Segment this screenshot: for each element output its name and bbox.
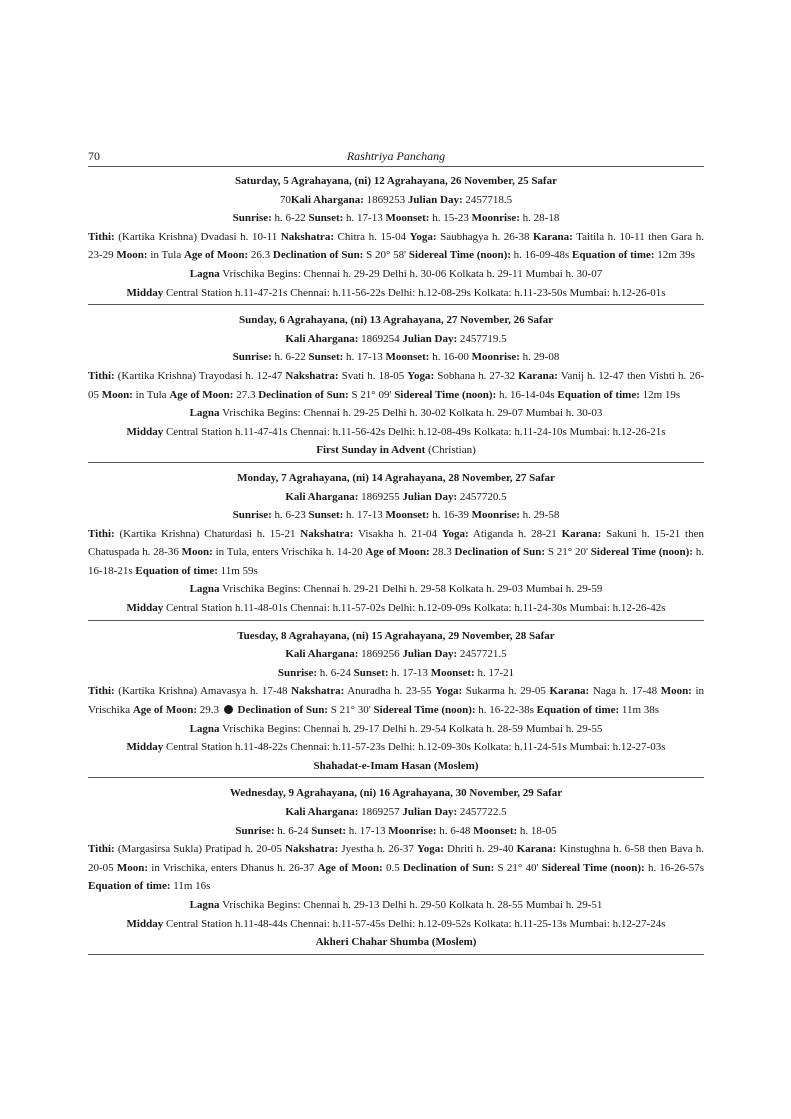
- karana-value: Taitila h. 10-11 then Gara h. 23-29: [88, 230, 704, 262]
- moon-event-1-label: Moonset:: [385, 212, 430, 225]
- lagna-label: Lagna: [189, 583, 220, 596]
- lagna-line: [88, 404, 704, 423]
- karana-value: Sakuni h. 15-21 then Chatuspada h. 28-36: [88, 527, 704, 559]
- sunset-value: h. 17-13: [346, 824, 389, 837]
- age-of-moon-label: Age of Moon:: [183, 249, 249, 262]
- sunset-label: Sunset:: [308, 509, 344, 522]
- midday-value: Central Station h.11-48-44s Chennai: h.11-57-45s Delhi: h.12-09-52s Kolkata: h.11-25-13s Mumbai: h.12-27-24s: [163, 917, 666, 930]
- sunset-value: h. 17-13: [343, 212, 386, 225]
- yoga-value: Atiganda h. 28-21: [468, 527, 562, 540]
- julian-label: Julian Day:: [407, 193, 463, 206]
- moon-event-2-label: Moonrise:: [471, 212, 520, 225]
- age-of-moon-label: Age of Moon:: [132, 704, 198, 717]
- kali-prefix: 70: [279, 193, 291, 206]
- karana-label: Karana:: [516, 843, 557, 856]
- nakshatra-label: Nakshatra:: [280, 230, 334, 243]
- declination-value: S 21° 20': [545, 546, 591, 559]
- equation-of-time-label: Equation of time:: [135, 564, 218, 577]
- sunset-label: Sunset:: [311, 824, 347, 837]
- tithi-value: (Kartika Krishna) Dvadasi h. 10-11: [114, 230, 281, 243]
- julian-value: 2457719.5: [457, 332, 507, 345]
- tithi-value: (Kartika Krishna) Chaturdasi h. 15-21: [114, 527, 301, 540]
- sunrise-value: h. 6-24: [317, 666, 354, 679]
- nakshatra-label: Nakshatra:: [285, 843, 339, 856]
- sun-moon-line: [88, 506, 704, 525]
- tithi-label: Tithi:: [88, 369, 115, 382]
- kali-value: 1869255: [358, 490, 403, 503]
- karana-value: Vanij h. 12-47 then Vishti h. 26-05: [88, 369, 704, 401]
- sidereal-value: h. 16-09-48s: [510, 249, 573, 262]
- equation-of-time-label: Equation of time:: [88, 880, 171, 893]
- midday-line: [88, 423, 704, 442]
- sunrise-label: Sunrise:: [232, 351, 272, 364]
- day-title: Sunday, 6 Agrahayana, (ni) 13 Agrahayana, 27 November, 26 Safar: [238, 314, 554, 327]
- tithi-value: (Margasirsa Sukla) Pratipad h. 20-05: [114, 843, 286, 856]
- day-entry-monday: [88, 469, 704, 621]
- sidereal-value: h. 16-22-38s: [475, 704, 537, 717]
- ahargana-line: [88, 645, 704, 664]
- lagna-label: Lagna: [189, 898, 220, 911]
- day-title: Monday, 7 Agrahayana, (ni) 14 Agrahayana, 28 November, 27 Safar: [237, 471, 555, 484]
- sunset-value: h. 17-13: [388, 666, 431, 679]
- tithi-paragraph: [88, 840, 704, 896]
- equation-of-time-label: Equation of time:: [536, 704, 620, 717]
- karana-label: Karana:: [561, 527, 602, 540]
- kali-label: Kali Ahargana:: [285, 332, 359, 345]
- moon-event-2-value: h. 29-08: [519, 351, 560, 364]
- sidereal-value: h. 16-26-57s: [644, 861, 705, 874]
- lagna-value: Vrischika Begins: Chennai h. 29-13 Delhi h. 29-50 Kolkata h. 28-55 Mumbai h. 29-51: [219, 898, 603, 911]
- tithi-paragraph: [88, 525, 704, 581]
- ahargana-line: [88, 191, 704, 210]
- age-of-moon-value: 27.3: [233, 388, 259, 401]
- julian-label: Julian Day:: [402, 490, 458, 503]
- lagna-value: Vrischika Begins: Chennai h. 29-25 Delhi h. 30-02 Kolkata h. 29-07 Mumbai h. 30-03: [219, 407, 603, 420]
- declination-label: Declination of Sun:: [402, 861, 495, 874]
- declination-label: Declination of Sun:: [272, 249, 364, 262]
- moon-value: in Tula, enters Vrischika h. 14-20: [212, 546, 366, 559]
- kali-label: Kali Ahargana:: [290, 193, 364, 206]
- day-entry-wednesday: [88, 784, 704, 954]
- age-of-moon-label: Age of Moon:: [365, 546, 430, 559]
- day-entry-saturday: [88, 172, 704, 305]
- lagna-line: [88, 720, 704, 739]
- tithi-paragraph: [88, 682, 704, 719]
- yoga-label: Yoga:: [417, 843, 444, 856]
- festival-community: Moslem): [435, 936, 477, 949]
- festival-line: [88, 933, 704, 952]
- moon-label: Moon:: [660, 685, 692, 698]
- julian-value: 2457720.5: [457, 490, 507, 503]
- tithi-label: Tithi:: [88, 843, 115, 856]
- moon-value: in Tula: [132, 388, 170, 401]
- lagna-label: Lagna: [189, 267, 220, 280]
- nakshatra-value: Svati h. 18-05: [338, 369, 408, 382]
- new-moon-icon: [224, 705, 233, 714]
- lagna-value: Vrischika Begins: Chennai h. 29-17 Delhi h. 29-54 Kolkata h. 28-59 Mumbai h. 29-55: [219, 722, 603, 735]
- yoga-label: Yoga:: [441, 527, 469, 540]
- moon-event-1-value: h. 15-23: [429, 212, 472, 225]
- midday-line: [88, 599, 704, 618]
- moon-label: Moon:: [181, 546, 213, 559]
- midday-label: Midday: [126, 286, 164, 299]
- declination-value: S 21° 40': [494, 861, 542, 874]
- sidereal-label: Sidereal Time (noon):: [394, 388, 497, 401]
- karana-value: Naga h. 17-48: [589, 685, 661, 698]
- festival-community: (Christian): [425, 444, 476, 457]
- nakshatra-value: Chitra h. 15-04: [333, 230, 410, 243]
- julian-value: 2457721.5: [457, 648, 507, 661]
- midday-line: [88, 284, 704, 303]
- moon-event-2-label: Moonset:: [473, 824, 518, 837]
- sun-moon-line: [88, 822, 704, 841]
- nakshatra-label: Nakshatra:: [285, 369, 339, 382]
- moon-event-1-label: Moonrise:: [388, 824, 437, 837]
- lagna-value: Vrischika Begins: Chennai h. 29-29 Delhi h. 30-06 Kolkata h. 29-11 Mumbai h. 30-07: [219, 267, 603, 280]
- festival-name: Akheri Chahar Shumba (: [315, 936, 436, 949]
- moon-event-1-value: h. 17-21: [474, 666, 515, 679]
- sidereal-label: Sidereal Time (noon):: [541, 861, 645, 874]
- age-of-moon-label: Age of Moon:: [169, 388, 234, 401]
- tithi-paragraph: [88, 367, 704, 404]
- kali-value: 1869257: [358, 806, 403, 818]
- declination-label: Declination of Sun:: [237, 704, 328, 717]
- yoga-value: Dhriti h. 29-40: [443, 843, 517, 856]
- midday-line: [88, 738, 704, 757]
- yoga-label: Yoga:: [407, 369, 435, 382]
- midday-label: Midday: [126, 741, 164, 754]
- moon-label: Moon:: [116, 861, 149, 874]
- declination-label: Declination of Sun:: [258, 388, 349, 401]
- julian-label: Julian Day:: [402, 332, 458, 345]
- yoga-value: Sobhana h. 27-32: [434, 369, 519, 382]
- midday-label: Midday: [126, 425, 164, 438]
- karana-value: Kinstughna h. 6-58 then Bava h. 20-05: [88, 843, 704, 874]
- midday-label: Midday: [126, 602, 164, 615]
- moon-event-2-value: h. 28-18: [519, 212, 560, 225]
- age-of-moon-value: 0.5: [382, 861, 403, 874]
- midday-value: Central Station h.11-48-22s Chennai: h.11-57-23s Delhi: h.12-09-30s Kolkata: h.11-24-51s Mumbai: h.12-27-03s: [163, 741, 666, 754]
- equation-of-time-value: 11m 16s: [170, 880, 211, 893]
- midday-value: Central Station h.11-47-41s Chennai: h.11-56-42s Delhi: h.12-08-49s Kolkata: h.11-24-10s Mumbai: h.12-26-21s: [163, 425, 666, 438]
- moon-value: in Vrischika, enters Dhanus h. 26-37: [148, 861, 318, 874]
- kali-label: Kali Ahargana:: [285, 490, 359, 503]
- age-of-moon-value: 29.3: [197, 704, 222, 717]
- moon-value: in Vrischika: [88, 685, 704, 717]
- moon-event-1-value: h. 6-48: [436, 824, 474, 837]
- equation-of-time-label: Equation of time:: [572, 249, 655, 262]
- declination-value: S 21° 09': [348, 388, 395, 401]
- moon-label: Moon:: [101, 388, 133, 401]
- day-title: Saturday, 5 Agrahayana, (ni) 12 Agrahayana, 26 November, 25 Safar: [235, 175, 557, 187]
- julian-label: Julian Day:: [402, 648, 458, 661]
- festival-name: First Sunday in Advent: [316, 444, 426, 457]
- lagna-label: Lagna: [189, 407, 220, 420]
- sun-moon-line: [88, 348, 704, 367]
- tithi-label: Tithi:: [88, 230, 115, 243]
- ahargana-line: [88, 803, 704, 822]
- sunset-label: Sunset:: [353, 666, 389, 679]
- sunrise-label: Sunrise:: [277, 666, 317, 679]
- sunrise-label: Sunrise:: [232, 212, 272, 225]
- sun-moon-line: [88, 209, 704, 228]
- ahargana-line: [88, 488, 704, 507]
- sidereal-value: h. 16-18-21s: [88, 546, 705, 577]
- sunrise-label: Sunrise:: [232, 509, 272, 522]
- declination-label: Declination of Sun:: [454, 546, 546, 559]
- tithi-label: Tithi:: [88, 527, 115, 540]
- kali-value: 1869256: [358, 648, 403, 661]
- yoga-label: Yoga:: [409, 230, 437, 243]
- moon-event-1-label: Moonset:: [385, 351, 430, 364]
- moon-value: in Tula: [147, 249, 184, 262]
- nakshatra-value: Anuradha h. 23-55: [344, 685, 436, 698]
- moon-event-1-value: h. 16-00: [429, 351, 472, 364]
- moon-event-2-label: Moonrise:: [471, 351, 520, 364]
- lagna-line: [88, 580, 704, 599]
- sidereal-label: Sidereal Time (noon):: [408, 249, 511, 262]
- sidereal-label: Sidereal Time (noon):: [590, 546, 693, 559]
- equation-of-time-value: 11m 59s: [217, 564, 258, 577]
- age-of-moon-label: Age of Moon:: [317, 861, 383, 874]
- moon-event-2-value: h. 18-05: [517, 824, 557, 837]
- tithi-label: Tithi:: [88, 685, 115, 698]
- festival-community: Moslem): [437, 759, 479, 772]
- kali-value: 1869254: [358, 332, 403, 345]
- tithi-value: (Kartika Krishna) Amavasya h. 17-48: [114, 685, 292, 698]
- festival-line: [88, 757, 704, 776]
- moon-event-1-label: Moonset:: [385, 509, 430, 522]
- page-number: 70: [88, 149, 100, 163]
- moon-label: Moon:: [116, 249, 148, 262]
- day-entry-tuesday: [88, 627, 704, 779]
- day-entries: [88, 172, 704, 961]
- lagna-line: [88, 896, 704, 915]
- moon-event-2-value: h. 29-58: [519, 509, 560, 522]
- sunrise-value: h. 6-22: [271, 212, 309, 225]
- midday-value: Central Station h.11-47-21s Chennai: h.11-56-22s Delhi: h.12-08-29s Kolkata: h.11-23-50s Mumbai: h.12-26-01s: [163, 286, 666, 299]
- sidereal-value: h. 16-14-04s: [496, 388, 558, 401]
- nakshatra-label: Nakshatra:: [291, 685, 345, 698]
- sunset-value: h. 17-13: [343, 351, 386, 364]
- equation-of-time-value: 11m 38s: [619, 704, 660, 717]
- sidereal-label: Sidereal Time (noon):: [373, 704, 476, 717]
- moon-event-1-label: Moonset:: [430, 666, 475, 679]
- moon-event-2-label: Moonrise:: [471, 509, 520, 522]
- karana-label: Karana:: [549, 685, 590, 698]
- lagna-line: [88, 265, 704, 284]
- nakshatra-value: Visakha h. 21-04: [353, 527, 442, 540]
- nakshatra-value: Jyestha h. 26-37: [338, 843, 418, 856]
- festival-line: [88, 441, 704, 460]
- julian-label: Julian Day:: [402, 806, 458, 818]
- moon-event-1-value: h. 16-39: [429, 509, 472, 522]
- ahargana-line: [88, 330, 704, 349]
- sunrise-value: h. 6-24: [274, 824, 312, 837]
- equation-of-time-label: Equation of time:: [557, 388, 640, 401]
- day-title: Tuesday, 8 Agrahayana, (ni) 15 Agrahayana, 29 November, 28 Safar: [237, 629, 555, 642]
- lagna-value: Vrischika Begins: Chennai h. 29-21 Delhi h. 29-58 Kolkata h. 29-03 Mumbai h. 29-59: [219, 583, 603, 596]
- midday-value: Central Station h.11-48-01s Chennai: h.11-57-02s Delhi: h.12-09-09s Kolkata: h.11-24-30s Mumbai: h.12-26-42s: [163, 602, 666, 615]
- declination-value: S 20° 58': [363, 249, 409, 262]
- karana-label: Karana:: [533, 230, 573, 243]
- sunset-value: h. 17-13: [343, 509, 386, 522]
- sunset-label: Sunset:: [308, 212, 344, 225]
- equation-of-time-value: 12m 19s: [639, 388, 681, 401]
- nakshatra-label: Nakshatra:: [300, 527, 354, 540]
- day-title: Wednesday, 9 Agrahayana, (ni) 16 Agrahayana, 30 November, 29 Safar: [229, 787, 563, 800]
- yoga-value: Saubhagya h. 26-38: [436, 230, 534, 243]
- sunrise-label: Sunrise:: [235, 824, 275, 837]
- age-of-moon-value: 26.3: [248, 249, 273, 262]
- running-title: Rashtriya Panchang: [346, 149, 446, 163]
- midday-label: Midday: [126, 917, 164, 930]
- festival-name: Shahadat-e-Imam Hasan (: [313, 759, 438, 772]
- midday-line: [88, 915, 704, 934]
- yoga-label: Yoga:: [435, 685, 463, 698]
- tithi-paragraph: [88, 228, 704, 265]
- kali-label: Kali Ahargana:: [285, 648, 359, 661]
- karana-label: Karana:: [518, 369, 558, 382]
- tithi-value: (Kartika Krishna) Trayodasi h. 12-47: [114, 369, 286, 382]
- julian-value: 2457718.5: [462, 193, 513, 206]
- yoga-value: Sukarma h. 29-05: [462, 685, 550, 698]
- day-entry-sunday: [88, 311, 704, 463]
- sunrise-value: h. 6-23: [271, 509, 309, 522]
- kali-value: 1869253: [363, 193, 408, 206]
- equation-of-time-value: 12m 39s: [654, 249, 695, 262]
- declination-value: S 21° 30': [327, 704, 374, 717]
- sun-moon-line: [88, 664, 704, 683]
- sunset-label: Sunset:: [308, 351, 344, 364]
- age-of-moon-value: 28.3: [429, 546, 455, 559]
- julian-value: 2457722.5: [457, 806, 507, 818]
- sunrise-value: h. 6-22: [271, 351, 309, 364]
- page-header: [88, 149, 704, 167]
- kali-label: Kali Ahargana:: [285, 806, 359, 818]
- lagna-label: Lagna: [189, 722, 220, 735]
